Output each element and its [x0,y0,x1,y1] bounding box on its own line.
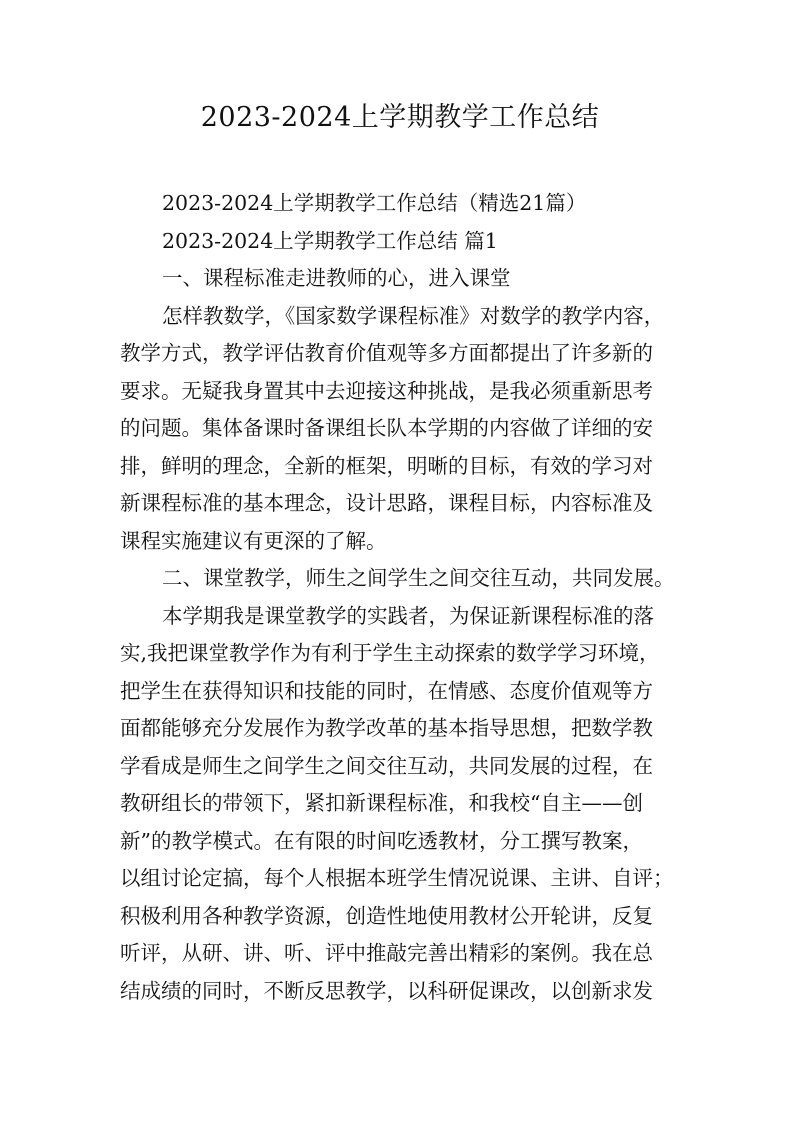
heading-1: 一、课程标准走进教师的心，进入课堂 [162,266,511,290]
paragraph-2-line: 把学生在获得知识和技能的同时，在情感、态度价值观等方 [120,679,653,703]
paragraph-2-line: 听评，从研、讲、听、评中推敲完善出精彩的案例。我在总 [120,941,653,965]
paragraph-2-line: 面都能够充分发展作为教学改革的基本指导思想，把数学教 [120,716,653,740]
paragraph-2-line: 本学期我是课堂教学的实践者，为保证新课程标准的落 [162,604,654,628]
paragraph-1-line: 怎样教数学，《国家数学课程标准》对数学的教学内容， [162,304,665,328]
paragraph-1-line: 教学方式，教学评估教育价值观等多方面都提出了许多新的 [120,341,653,365]
paragraph-2-line: 以组讨论定搞，每个人根据本班学生情况说课、主讲、自评； [120,866,674,890]
document-subtitle: 2023-2024上学期教学工作总结（精选21篇） [162,191,587,215]
paragraph-2-line: 实,我把课堂教学作为有利于学生主动探索的数学学习环境， [120,641,660,665]
paragraph-2-line: 教研组长的带领下，紧扣新课程标准，和我校“自主——创 [120,791,643,815]
paragraph-2-line: 结成绩的同时，不断反思教学，以科研促课改，以创新求发 [120,979,653,1003]
paragraph-1-line: 排，鲜明的理念，全新的框架，明晰的目标，有效的学习对 [120,454,653,478]
paragraph-1-line: 要求。无疑我身置其中去迎接这种挑战，是我必须重新思考 [120,379,653,403]
paragraph-2-line: 积极利用各种教学资源，创造性地使用教材公开轮讲，反复 [120,904,653,928]
paragraph-1-line: 新课程标准的基本理念，设计思路，课程目标，内容标准及 [120,491,653,515]
paragraph-2-line: 学看成是师生之间学生之间交往互动，共同发展的过程，在 [120,754,653,778]
paragraph-2-line: 新”的教学模式。在有限的时间吃透教材，分工撰写教案， [120,829,643,853]
paragraph-1-line: 课程实施建议有更深的了解。 [120,529,387,553]
heading-2: 二、课堂教学，师生之间学生之间交往互动，共同发展。 [162,566,675,590]
section-title: 2023-2024上学期教学工作总结 篇1 [162,229,498,253]
document-title: 2023-2024上学期教学工作总结 [200,102,600,133]
paragraph-1-line: 的问题。集体备课时备课组长队本学期的内容做了详细的安 [120,416,653,440]
